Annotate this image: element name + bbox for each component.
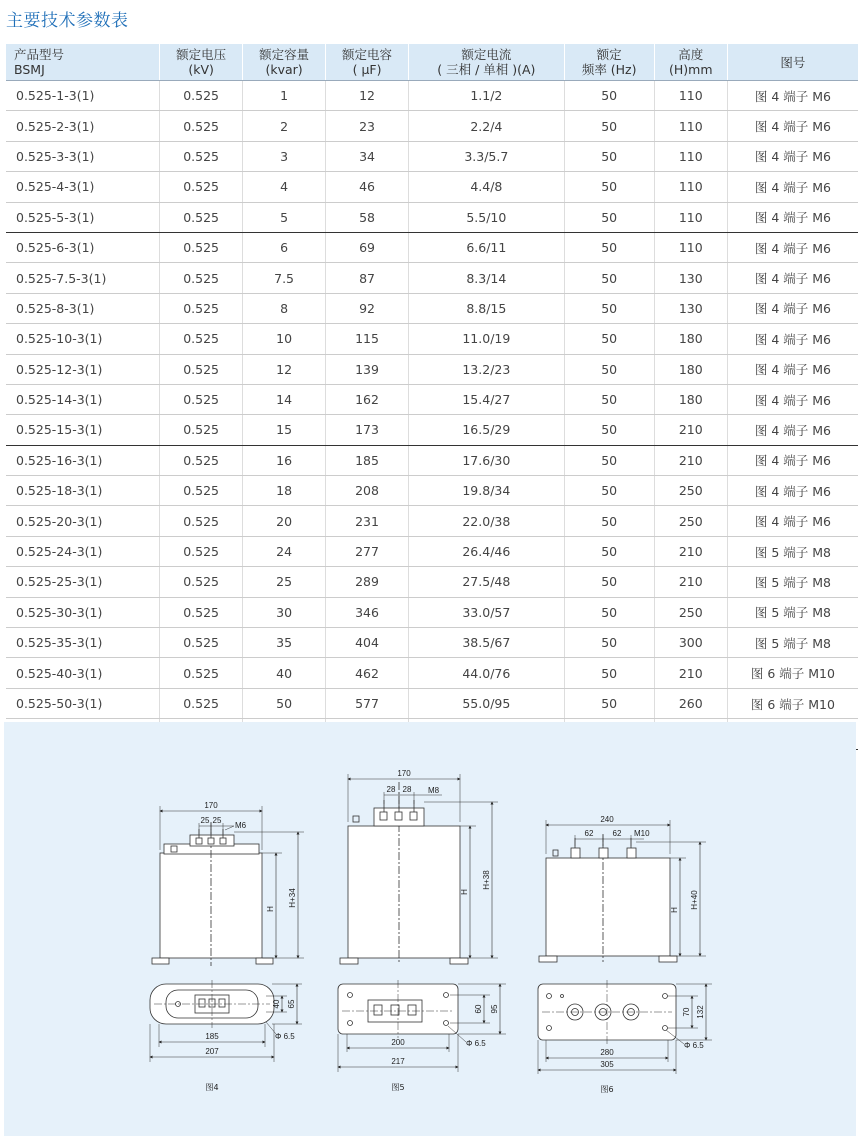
column-header-line2: BSMJ: [14, 62, 45, 77]
figure-6-drawing: [538, 820, 712, 1074]
table-cell: 50: [564, 567, 654, 597]
table-cell: 0.525-7.5-3(1): [6, 263, 160, 293]
table-cell: 0.525-1-3(1): [6, 81, 160, 111]
table-cell: 38.5/67: [409, 628, 565, 658]
table-cell: 50: [564, 536, 654, 566]
table-cell: 0.525: [160, 445, 243, 475]
table-cell: 17.6/30: [409, 445, 565, 475]
table-cell: 110: [654, 202, 727, 232]
fig5-caption: 图5: [391, 1083, 405, 1092]
table-row: [6, 263, 858, 293]
table-cell: 图 4 端子 M6: [727, 81, 858, 111]
table-row: [6, 172, 858, 202]
table-row: [6, 688, 858, 718]
table-cell: 图 4 端子 M6: [727, 172, 858, 202]
spec-table-body: [6, 81, 858, 750]
table-cell: 44.0/76: [409, 658, 565, 688]
figure-5-drawing: [338, 774, 506, 1072]
table-cell: 3: [243, 141, 326, 171]
table-cell: 1.1/2: [409, 81, 565, 111]
table-cell: 图 4 端子 M6: [727, 293, 858, 323]
table-cell: 8.8/15: [409, 293, 565, 323]
table-cell: 231: [326, 506, 409, 536]
table-row: [6, 536, 858, 566]
table-cell: 50: [564, 354, 654, 384]
table-cell: 22.0/38: [409, 506, 565, 536]
column-header: [409, 44, 565, 81]
fig6-height: H: [670, 907, 679, 913]
table-row: [6, 324, 858, 354]
table-row: [6, 232, 858, 262]
table-cell: 50: [564, 81, 654, 111]
table-cell: 50: [564, 415, 654, 445]
fig5-overall-height: H+38: [482, 870, 491, 890]
table-cell: 0.525: [160, 506, 243, 536]
table-cell: 0.525: [160, 597, 243, 627]
table-cell: 2: [243, 111, 326, 141]
table-cell: 0.525-2-3(1): [6, 111, 160, 141]
table-cell: 162: [326, 384, 409, 414]
table-cell: 46: [326, 172, 409, 202]
fig5-depth2: 95: [490, 1004, 499, 1014]
table-cell: 图 6 端子 M10: [727, 658, 858, 688]
table-cell: 图 4 端子 M6: [727, 324, 858, 354]
table-cell: 0.525-8-3(1): [6, 293, 160, 323]
fig5-width: 170: [397, 769, 411, 778]
fig4-depth1: 40: [272, 999, 281, 1009]
table-cell: 210: [654, 658, 727, 688]
table-cell: 0.525: [160, 81, 243, 111]
table-cell: 50: [564, 597, 654, 627]
table-cell: 250: [654, 506, 727, 536]
table-cell: 110: [654, 81, 727, 111]
table-cell: 210: [654, 567, 727, 597]
column-header-line2: (H)mm: [669, 62, 713, 77]
table-cell: 35: [243, 628, 326, 658]
spec-table: [6, 44, 858, 750]
table-cell: 4.4/8: [409, 172, 565, 202]
table-cell: 5.5/10: [409, 202, 565, 232]
table-cell: 0.525-3-3(1): [6, 141, 160, 171]
fig5-terminal: M8: [428, 786, 440, 795]
column-header-line1: 额定容量: [259, 47, 310, 62]
table-cell: 110: [654, 141, 727, 171]
table-row: [6, 354, 858, 384]
column-header: [6, 44, 160, 81]
column-header-line2: (kV): [188, 62, 214, 77]
fig4-terminal: M6: [235, 821, 247, 830]
table-cell: 50: [564, 202, 654, 232]
table-row: [6, 111, 858, 141]
table-row: [6, 506, 858, 536]
table-cell: 30: [243, 597, 326, 627]
table-cell: 25: [243, 567, 326, 597]
table-cell: 87: [326, 263, 409, 293]
table-cell: 110: [654, 232, 727, 262]
table-cell: 0.525: [160, 293, 243, 323]
table-cell: 0.525: [160, 172, 243, 202]
column-header: [654, 44, 727, 81]
table-cell: 50: [564, 293, 654, 323]
fig5-hole-dia: Φ 6.5: [466, 1039, 486, 1048]
table-cell: 6.6/11: [409, 232, 565, 262]
table-cell: 69: [326, 232, 409, 262]
table-cell: 0.525-50-3(1): [6, 688, 160, 718]
table-cell: 16: [243, 445, 326, 475]
fig4-hole-spacing: 185: [205, 1032, 219, 1041]
fig5-pitch2: 28: [402, 785, 412, 794]
table-cell: 0.525: [160, 202, 243, 232]
table-cell: 12: [243, 354, 326, 384]
table-cell: 0.525: [160, 688, 243, 718]
table-cell: 50: [564, 324, 654, 354]
table-cell: 180: [654, 354, 727, 384]
fig5-depth1: 60: [474, 1004, 483, 1014]
table-cell: 55.0/95: [409, 688, 565, 718]
table-cell: 0.525-6-3(1): [6, 232, 160, 262]
table-cell: 0.525-24-3(1): [6, 536, 160, 566]
table-cell: 210: [654, 445, 727, 475]
column-header-line1: 产品型号: [14, 47, 65, 62]
column-header: [727, 44, 858, 81]
fig6-terminal: M10: [634, 829, 650, 838]
table-cell: 图 4 端子 M6: [727, 415, 858, 445]
table-cell: 0.525-14-3(1): [6, 384, 160, 414]
table-cell: 260: [654, 688, 727, 718]
table-cell: 50: [564, 658, 654, 688]
table-cell: 404: [326, 628, 409, 658]
fig6-capacitor-body: [546, 858, 670, 956]
table-row: [6, 476, 858, 506]
table-cell: 0.525-16-3(1): [6, 445, 160, 475]
fig5-pitch1: 28: [386, 785, 396, 794]
column-header-line1: 额定电容: [342, 47, 393, 62]
table-cell: 图 6 端子 M10: [727, 688, 858, 718]
table-cell: 58: [326, 202, 409, 232]
table-cell: 50: [564, 141, 654, 171]
fig6-hole-dia: Φ 6.5: [684, 1041, 704, 1050]
table-cell: 8.3/14: [409, 263, 565, 293]
fig5-base-length: 217: [391, 1057, 405, 1066]
fig4-depth2: 65: [287, 999, 296, 1009]
table-cell: 34: [326, 141, 409, 171]
table-cell: 40: [243, 658, 326, 688]
header-row: [6, 44, 858, 81]
table-cell: 图 4 端子 M6: [727, 445, 858, 475]
table-cell: 277: [326, 536, 409, 566]
column-header: [326, 44, 409, 81]
column-header: [160, 44, 243, 81]
table-cell: 23: [326, 111, 409, 141]
table-row: [6, 202, 858, 232]
table-cell: 300: [654, 628, 727, 658]
table-cell: 0.525: [160, 324, 243, 354]
table-cell: 0.525-35-3(1): [6, 628, 160, 658]
table-cell: 130: [654, 293, 727, 323]
fig5-height: H: [460, 889, 469, 895]
table-cell: 0.525-30-3(1): [6, 597, 160, 627]
fig4-pitch1: 25: [200, 816, 210, 825]
column-header-line2: ( 三相 / 单相 )(A): [437, 62, 536, 77]
table-cell: 3.3/5.7: [409, 141, 565, 171]
table-cell: 11.0/19: [409, 324, 565, 354]
table-cell: 27.5/48: [409, 567, 565, 597]
table-cell: 5: [243, 202, 326, 232]
table-cell: 250: [654, 597, 727, 627]
fig6-base-length: 305: [600, 1060, 614, 1069]
table-cell: 50: [564, 506, 654, 536]
table-row: [6, 567, 858, 597]
table-cell: 7.5: [243, 263, 326, 293]
table-row: [6, 384, 858, 414]
figure-4-drawing: [150, 806, 304, 1062]
fig5-capacitor-body: [348, 826, 460, 958]
table-cell: 0.525: [160, 263, 243, 293]
table-cell: 185: [326, 445, 409, 475]
table-cell: 210: [654, 536, 727, 566]
column-header-line2: (kvar): [265, 62, 303, 77]
fig6-pitch2: 62: [612, 829, 622, 838]
table-cell: 577: [326, 688, 409, 718]
table-cell: 图 4 端子 M6: [727, 354, 858, 384]
table-cell: 0.525-20-3(1): [6, 506, 160, 536]
table-cell: 173: [326, 415, 409, 445]
table-cell: 110: [654, 172, 727, 202]
table-cell: 24: [243, 536, 326, 566]
table-cell: 6: [243, 232, 326, 262]
table-cell: 130: [654, 263, 727, 293]
table-cell: 1: [243, 81, 326, 111]
table-cell: 19.8/34: [409, 476, 565, 506]
table-cell: 0.525: [160, 567, 243, 597]
table-cell: 0.525-10-3(1): [6, 324, 160, 354]
table-cell: 50: [564, 111, 654, 141]
table-row: [6, 293, 858, 323]
column-header-line1: 额定电压: [176, 47, 227, 62]
table-cell: 115: [326, 324, 409, 354]
table-cell: 0.525: [160, 415, 243, 445]
table-cell: 50: [564, 688, 654, 718]
fig6-overall-height: H+40: [690, 890, 699, 910]
fig5-hole-spacing: 200: [391, 1038, 405, 1047]
dimension-drawings: [4, 722, 856, 1136]
table-cell: 50: [564, 232, 654, 262]
table-cell: 图 5 端子 M8: [727, 597, 858, 627]
fig4-width: 170: [204, 801, 218, 810]
fig6-hole-spacing: 280: [600, 1048, 614, 1057]
table-cell: 图 4 端子 M6: [727, 202, 858, 232]
table-cell: 289: [326, 567, 409, 597]
table-cell: 0.525: [160, 384, 243, 414]
table-cell: 0.525-25-3(1): [6, 567, 160, 597]
fig6-width: 240: [600, 815, 614, 824]
column-header: [564, 44, 654, 81]
table-cell: 50: [243, 688, 326, 718]
table-cell: 346: [326, 597, 409, 627]
fig4-pitch2: 25: [212, 816, 222, 825]
table-cell: 208: [326, 476, 409, 506]
table-cell: 20: [243, 506, 326, 536]
table-cell: 18: [243, 476, 326, 506]
table-row: [6, 415, 858, 445]
table-cell: 8: [243, 293, 326, 323]
fig4-base-length: 207: [205, 1047, 219, 1056]
column-header-line1: 图号: [780, 54, 806, 70]
table-cell: 图 4 端子 M6: [727, 111, 858, 141]
column-header-line2: ( μF): [352, 62, 382, 77]
table-cell: 92: [326, 293, 409, 323]
table-cell: 图 4 端子 M6: [727, 506, 858, 536]
table-cell: 0.525-40-3(1): [6, 658, 160, 688]
table-row: [6, 628, 858, 658]
table-cell: 50: [564, 263, 654, 293]
fig4-caption: 图4: [205, 1083, 219, 1092]
fig6-depth1: 70: [682, 1007, 691, 1017]
table-cell: 462: [326, 658, 409, 688]
column-header: [243, 44, 326, 81]
table-cell: 4: [243, 172, 326, 202]
column-header-line1: 额定电流: [461, 47, 512, 62]
table-cell: 139: [326, 354, 409, 384]
page-title: 主要技术参数表: [6, 11, 129, 31]
column-header-line1: 额定: [596, 47, 622, 62]
spec-table-header: [6, 44, 858, 81]
table-cell: 13.2/23: [409, 354, 565, 384]
table-cell: 180: [654, 384, 727, 414]
table-cell: 0.525-15-3(1): [6, 415, 160, 445]
table-cell: 0.525-4-3(1): [6, 172, 160, 202]
table-row: [6, 658, 858, 688]
dimension-drawings-panel: [4, 722, 856, 1136]
column-header-line2: 频率 (Hz): [581, 62, 637, 77]
fig6-caption: 图6: [600, 1085, 614, 1094]
table-row: [6, 445, 858, 475]
table-cell: 16.5/29: [409, 415, 565, 445]
table-cell: 0.525: [160, 111, 243, 141]
table-cell: 图 5 端子 M8: [727, 628, 858, 658]
table-cell: 0.525: [160, 141, 243, 171]
table-cell: 50: [564, 628, 654, 658]
table-cell: 250: [654, 476, 727, 506]
table-row: [6, 141, 858, 171]
table-cell: 图 4 端子 M6: [727, 232, 858, 262]
table-cell: 110: [654, 111, 727, 141]
table-cell: 0.525: [160, 476, 243, 506]
table-cell: 210: [654, 415, 727, 445]
fig4-hole-dia: Φ 6.5: [275, 1032, 295, 1041]
table-row: [6, 81, 858, 111]
table-cell: 50: [564, 172, 654, 202]
table-cell: 图 4 端子 M6: [727, 476, 858, 506]
table-cell: 50: [564, 476, 654, 506]
table-cell: 15: [243, 415, 326, 445]
fig4-overall-height: H+34: [288, 888, 297, 908]
table-row: [6, 597, 858, 627]
table-cell: 0.525: [160, 232, 243, 262]
fig6-pitch1: 62: [584, 829, 594, 838]
table-cell: 33.0/57: [409, 597, 565, 627]
table-cell: 15.4/27: [409, 384, 565, 414]
table-cell: 0.525-5-3(1): [6, 202, 160, 232]
table-cell: 180: [654, 324, 727, 354]
table-cell: 图 5 端子 M8: [727, 567, 858, 597]
table-cell: 图 4 端子 M6: [727, 141, 858, 171]
table-cell: 0.525: [160, 536, 243, 566]
fig6-depth2: 132: [696, 1005, 705, 1019]
table-cell: 12: [326, 81, 409, 111]
table-cell: 图 5 端子 M8: [727, 536, 858, 566]
fig4-height: H: [266, 906, 275, 912]
table-cell: 0.525: [160, 628, 243, 658]
table-cell: 50: [564, 384, 654, 414]
table-cell: 图 4 端子 M6: [727, 384, 858, 414]
table-cell: 10: [243, 324, 326, 354]
table-cell: 14: [243, 384, 326, 414]
table-cell: 2.2/4: [409, 111, 565, 141]
table-cell: 26.4/46: [409, 536, 565, 566]
column-header-line1: 高度: [678, 47, 704, 62]
table-cell: 0.525: [160, 354, 243, 384]
table-cell: 0.525-12-3(1): [6, 354, 160, 384]
table-cell: 0.525-18-3(1): [6, 476, 160, 506]
table-cell: 图 4 端子 M6: [727, 263, 858, 293]
table-cell: 50: [564, 445, 654, 475]
table-cell: 0.525: [160, 658, 243, 688]
